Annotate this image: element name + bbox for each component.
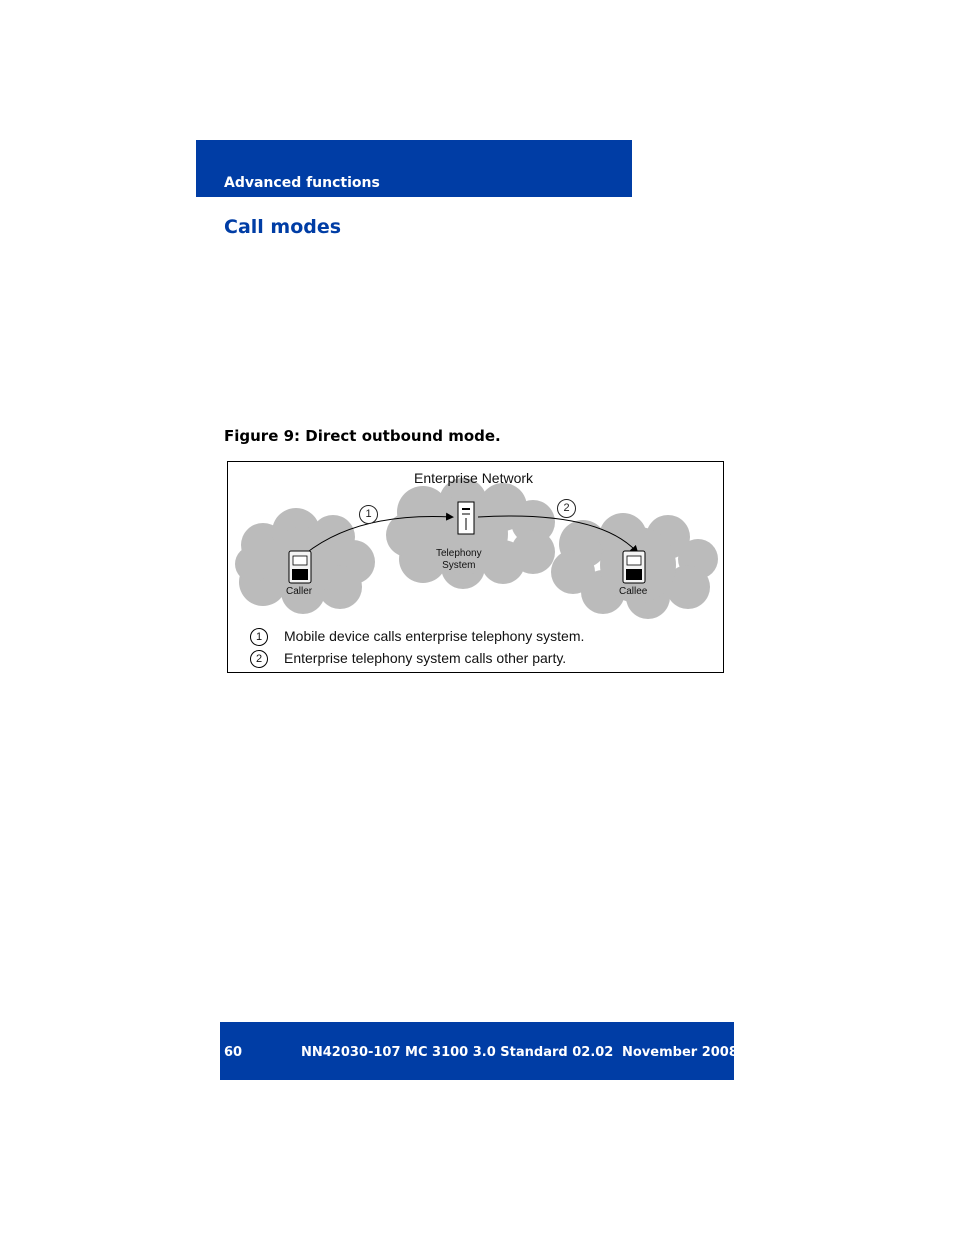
step-1-marker: 1 [359, 505, 378, 524]
legend-text: Enterprise telephony system calls other party. [284, 650, 567, 666]
caller-label: Caller [286, 586, 313, 597]
network-label: Enterprise Network [414, 470, 534, 486]
callee-label: Callee [619, 586, 648, 597]
system-label-line2: System [442, 560, 476, 571]
telephony-server-icon [458, 502, 474, 534]
page-title: Call modes [224, 216, 342, 238]
legend-number: 2 [250, 650, 268, 668]
caller-phone-icon [289, 551, 311, 583]
header-bar [196, 140, 632, 197]
figure-diagram [227, 461, 724, 673]
publication-date: November 2008 [622, 1045, 738, 1060]
system-label-line1: Telephony [436, 548, 482, 559]
legend-item-1 [250, 628, 584, 646]
footer-bar [220, 1022, 738, 1080]
section-header: Advanced functions [224, 175, 380, 191]
figure-caption: Figure 9: Direct outbound mode. [224, 427, 501, 445]
document-id: NN42030-107 MC 3100 3.0 Standard 02.02 [301, 1045, 614, 1060]
step-2-marker: 2 [557, 499, 576, 518]
callee-phone-icon [623, 551, 645, 583]
page-number: 60 [224, 1045, 243, 1060]
legend-item-2 [250, 650, 566, 668]
telephony-system-label [436, 548, 482, 572]
legend-text: Mobile device calls enterprise telephony system. [284, 628, 585, 644]
legend-number: 1 [250, 628, 268, 646]
